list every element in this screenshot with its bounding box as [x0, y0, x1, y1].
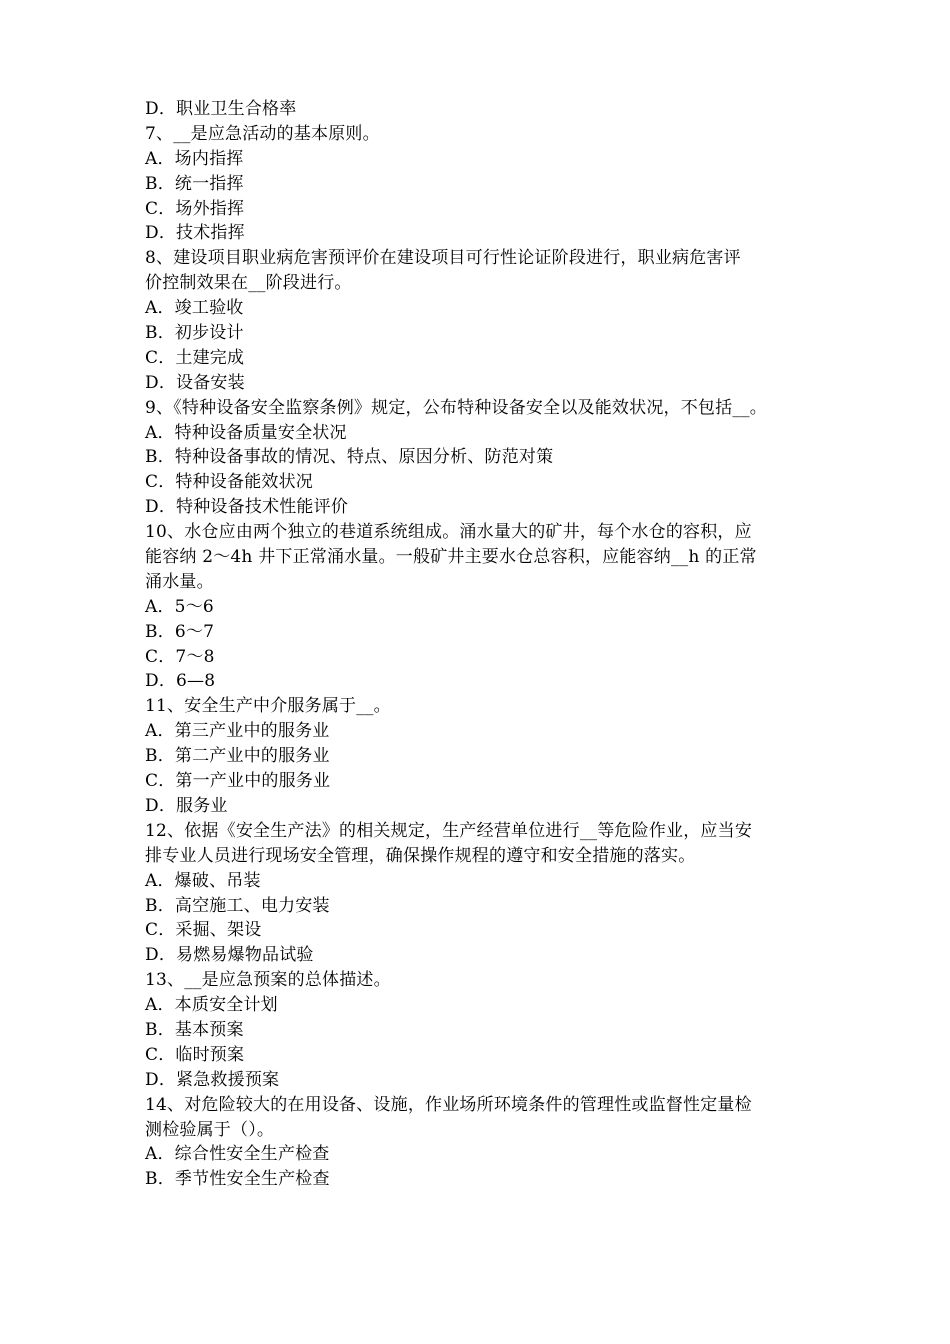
option-c: C．第一产业中的服务业 — [145, 771, 331, 792]
question-12-cont: 排专业人员进行现场安全管理，确保操作规程的遵守和安全措施的落实。 — [145, 845, 696, 866]
question-8: 8、建设项目职业病危害预评价在建设项目可行性论证阶段进行，职业病危害评 — [145, 248, 741, 269]
question-11: 11、安全生产中介服务属于__。 — [145, 696, 391, 717]
question-10: 10、水仓应由两个独立的巷道系统组成。涌水量大的矿井，每个水仓的容积，应 — [145, 522, 752, 543]
option-a: A．5～6 — [145, 596, 214, 617]
option-a: A．爆破、吊装 — [145, 870, 261, 891]
question-14-cont: 测检验属于（）。 — [145, 1119, 275, 1140]
document-body — [145, 97, 815, 1192]
option-a: A．综合性安全生产检查 — [145, 1144, 330, 1165]
text-line: D．职业卫生合格率 — [145, 99, 297, 119]
option-c: C．采掘、架设 — [145, 920, 262, 941]
question-14: 14、对危险较大的在用设备、设施，作业场所环境条件的管理性或监督性定量检 — [145, 1094, 752, 1115]
option-a: A．场内指挥 — [145, 148, 244, 169]
question-8-cont: 价控制效果在__阶段进行。 — [145, 273, 352, 294]
option-d: D．服务业 — [145, 795, 228, 816]
option-b: B．季节性安全生产检查 — [145, 1169, 330, 1190]
option-b: B．高空施工、电力安装 — [145, 895, 330, 916]
question-12: 12、依据《安全生产法》的相关规定，生产经营单位进行__等危险作业，应当安 — [145, 820, 753, 841]
question-9: 9、《特种设备安全监察条例》规定，公布特种设备安全以及能效状况，不包括__。 — [145, 397, 767, 418]
option-a: A．特种设备质量安全状况 — [145, 422, 347, 443]
option-d: D．紧急救援预案 — [145, 1069, 280, 1090]
option-b: B．6～7 — [145, 621, 215, 642]
option-a: A．第三产业中的服务业 — [145, 721, 330, 742]
option-b: B．第二产业中的服务业 — [145, 746, 330, 767]
option-c: C．场外指挥 — [145, 198, 245, 219]
option-b: B．基本预案 — [145, 1019, 244, 1040]
option-d: D．6—8 — [145, 671, 216, 692]
option-c: C．特种设备能效状况 — [145, 472, 314, 493]
option-d: D．特种设备技术性能评价 — [145, 497, 349, 518]
option-b: B．统一指挥 — [145, 173, 244, 194]
option-c: C．临时预案 — [145, 1044, 245, 1065]
question-10-cont: 涌水量。 — [145, 571, 214, 592]
option-b: B．初步设计 — [145, 323, 244, 344]
option-a: A．本质安全计划 — [145, 995, 278, 1016]
option-c: C．7～8 — [145, 646, 215, 667]
option-b: B．特种设备事故的情况、特点、原因分析、防范对策 — [145, 447, 554, 468]
question-10-cont: 能容纳 2～4h 井下正常涌水量。一般矿井主要水仓总容积，应能容纳__h 的正常 — [145, 547, 757, 568]
question-7: 7、__是应急活动的基本原则。 — [145, 123, 380, 144]
option-c: C．土建完成 — [145, 347, 245, 368]
option-d: D．设备安装 — [145, 372, 245, 393]
option-d: D．技术指挥 — [145, 223, 245, 244]
option-a: A．竣工验收 — [145, 298, 244, 319]
question-13: 13、__是应急预案的总体描述。 — [145, 970, 391, 991]
option-d: D．易燃易爆物品试验 — [145, 945, 314, 966]
